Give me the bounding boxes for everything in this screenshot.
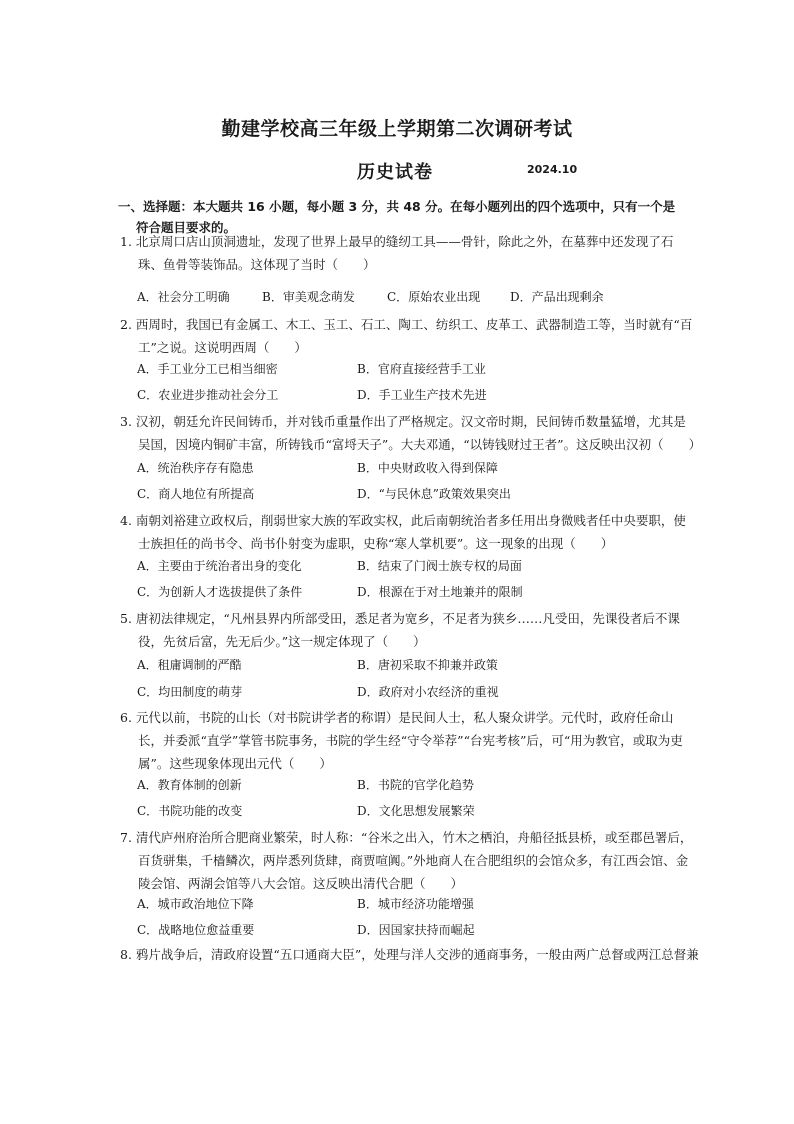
option-b[interactable]: B．唐初采取不抑兼并政策 <box>357 658 498 672</box>
option-b[interactable]: B．审美观念萌发 <box>262 290 355 304</box>
question-number: 1. <box>120 234 132 249</box>
question-3 <box>120 410 702 456</box>
option-d[interactable]: D．“与民休息”政策效果突出 <box>357 487 511 501</box>
option-a[interactable]: A．手工业分工已相当细密 <box>137 362 278 376</box>
question-1 <box>120 230 698 276</box>
option-c[interactable]: C．原始农业出现 <box>387 290 481 304</box>
option-a[interactable]: A．统治秩序存有隐患 <box>137 461 254 475</box>
question-stem: 唐初法律规定，“凡州县界内所部受田，悉足者为宽乡，不足者为狭乡……凡受田，先课役者后不课役，先贫后富，先无后少。”这一规定体现了（ ） <box>135 611 680 649</box>
question-stem: 汉初，朝廷允许民间铸币，并对钱币重量作出了严格规定。汉文帝时期，民间铸币数量猛增，尤其是吴国，因境内铜矿丰富，所铸钱币“富埒天子”。大夫邓通，“以铸钱财过王者”。这反映出汉初（ ） <box>135 414 702 452</box>
question-number: 4. <box>120 513 132 528</box>
option-b[interactable]: B．中央财政收入得到保障 <box>357 461 498 475</box>
option-c[interactable]: C．均田制度的萌芽 <box>137 685 243 699</box>
option-d[interactable]: D．手工业生产技术先进 <box>357 388 487 402</box>
exam-title: 勤建学校高三年级上学期第二次调研考试 <box>221 118 573 140</box>
option-b[interactable]: B．结束了门阀士族专权的局面 <box>357 559 522 573</box>
option-d[interactable]: D．产品出现剩余 <box>510 290 604 304</box>
question-number: 6. <box>120 710 132 725</box>
option-c[interactable]: C．农业进步推动社会分工 <box>137 388 279 402</box>
option-d[interactable]: D．文化思想发展繁荣 <box>357 804 475 818</box>
question-number: 7. <box>120 830 132 845</box>
question-4 <box>120 509 698 555</box>
option-b[interactable]: B．城市经济功能增强 <box>357 897 474 911</box>
question-stem: 元代以前，书院的山长（对书院讲学者的称谓）是民间人士，私人聚众讲学。元代时，政府任命山长，并委派“直学”掌管书院事务，书院的学生经“守令举荐”“台宪考核”后，可“用为教官，或取为吏属”。这些现象体现出元代（ ） <box>135 710 683 771</box>
question-2 <box>120 313 698 359</box>
option-c[interactable]: C．书院功能的改变 <box>137 804 243 818</box>
question-stem: 南朝刘裕建立政权后，削弱世家大族的军政实权，此后南朝统治者多任用出身微贱者任中央要职，使士族担任的尚书令、尚书仆射变为虚职，史称“寒人掌机要”。这一现象的出现（ ） <box>135 513 686 551</box>
question-7 <box>120 826 698 895</box>
question-number: 8. <box>120 947 132 962</box>
option-c[interactable]: C．商人地位有所提高 <box>137 487 255 501</box>
subject-title: 历史试卷 <box>357 162 433 183</box>
question-stem: 清代庐州府治所合肥商业繁荣，时人称：“谷米之出入，竹木之栖泊，舟船径抵县桥，或至郡邑署后，百货骈集，千樯鳞次，两岸悉列货肆，商贾喧阗。”外地商人在合肥组织的会馆众多，有江西会馆、金陵会馆、两湖会馆等八大会馆。这反映出清代合肥（ ） <box>135 830 693 891</box>
question-stem: 鸦片战争后，清政府设置“五口通商大臣”，处理与洋人交涉的通商事务，一般由两广总督或两江总督兼 <box>135 947 699 962</box>
option-a[interactable]: A．城市政治地位下降 <box>137 897 254 911</box>
question-number: 2. <box>120 317 132 332</box>
question-6 <box>120 706 698 775</box>
option-a[interactable]: A．教育体制的创新 <box>137 778 242 792</box>
option-b[interactable]: B．官府直接经营手工业 <box>357 362 486 376</box>
question-5 <box>120 607 698 653</box>
exam-date: 2024.10 <box>527 163 578 176</box>
question-stem: 北京周口店山顶洞遗址，发现了世界上最早的缝纫工具——骨针，除此之外，在墓葬中还发现了石珠、鱼骨等装饰品。这体现了当时（ ） <box>135 234 674 272</box>
option-a[interactable]: A．社会分工明确 <box>137 290 230 304</box>
question-stem: 西周时，我国已有金属工、木工、玉工、石工、陶工、纺织工、皮革工、武器制造工等，当时就有“百工”之说。这说明西周（ ） <box>135 317 693 355</box>
question-8 <box>120 943 703 966</box>
question-number: 5. <box>120 611 132 626</box>
option-a[interactable]: A．租庸调制的严酷 <box>137 658 242 672</box>
option-c[interactable]: C．为创新人才选拔提供了条件 <box>137 585 303 599</box>
section-instructions: 一、选择题：本大题共 16 小题，每小题 3 分，共 48 分。在每小题列出的四个选项中，只有一个是符合题目要求的。 <box>118 199 676 235</box>
question-number: 3. <box>120 414 132 429</box>
option-c[interactable]: C．战略地位愈益重要 <box>137 923 255 937</box>
option-d[interactable]: D．根源在于对土地兼并的限制 <box>357 585 523 599</box>
option-d[interactable]: D．政府对小农经济的重视 <box>357 685 499 699</box>
option-d[interactable]: D．因国家扶持而崛起 <box>357 923 475 937</box>
option-a[interactable]: A．主要由于统治者出身的变化 <box>137 559 302 573</box>
option-b[interactable]: B．书院的官学化趋势 <box>357 778 474 792</box>
